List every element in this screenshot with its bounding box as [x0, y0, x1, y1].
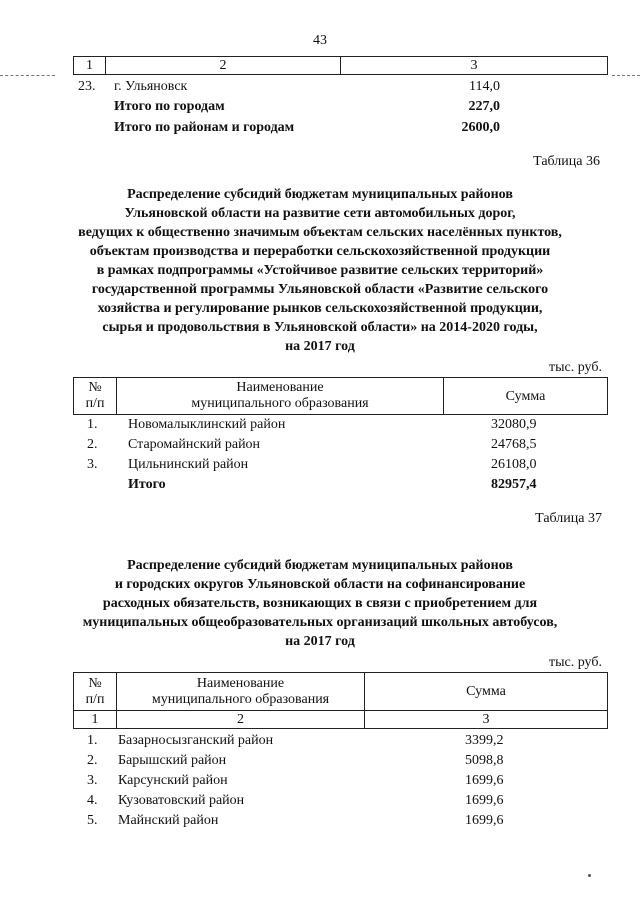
row-sum: 1699,6 [465, 772, 504, 788]
scan-speck [588, 874, 591, 877]
total-sum: 82957,4 [491, 476, 537, 492]
continuation-table-header [73, 56, 608, 75]
page-number: 43 [313, 33, 327, 48]
table-row [73, 750, 504, 770]
continuation-table-body [73, 76, 500, 138]
col-header-name: Наименование муниципального образования [117, 378, 444, 415]
table-36-caption: Таблица 36 [533, 154, 600, 169]
title-line: хозяйства и регулирование рынков сельскохозяйственной продукции, [97, 301, 543, 316]
row-name: Старомайнский район [128, 436, 261, 452]
table-row [73, 790, 504, 810]
table-row [73, 454, 537, 474]
col-header-sum: Сумма [365, 673, 608, 711]
table-row [73, 117, 500, 138]
row-number: 1. [87, 732, 98, 748]
col-number-1: 1 [74, 711, 117, 729]
row-sum: 3399,2 [465, 732, 504, 748]
table-row [73, 76, 500, 96]
row-name: г. Ульяновск [114, 78, 188, 94]
row-sum: 24768,5 [491, 436, 537, 452]
title-line: Распределение субсидий бюджетам муниципальных районов [127, 558, 513, 573]
col-header-sum: Сумма [444, 378, 608, 415]
row-name: Итого по районам и городам [114, 120, 295, 135]
title-line: ведущих к общественно значимым объектам сельских населённых пунктов, [78, 225, 562, 240]
row-number: 2. [87, 436, 98, 452]
row-sum: 114,0 [469, 78, 500, 94]
title-line: расходных обязательств, возникающих в связи с приобретением для [102, 596, 538, 611]
title-line: и городских округов Ульяновской области на софинансирование [114, 577, 526, 592]
row-name: Барышский район [118, 752, 227, 768]
row-number: 23. [78, 78, 96, 94]
row-number: 3. [87, 772, 98, 788]
total-label: Итого [128, 476, 166, 492]
row-name: Базарносызганский район [118, 732, 274, 748]
table-37-body [73, 730, 504, 830]
row-sum: 1699,6 [465, 812, 504, 828]
row-number: 2. [87, 752, 98, 768]
table-row [73, 96, 500, 117]
table-row [73, 770, 504, 790]
title-line: объектам производства и переработки сельскохозяйственной продукции [89, 244, 551, 259]
table-36-unit: тыс. руб. [549, 360, 602, 375]
row-sum: 227,0 [468, 99, 500, 114]
table-row [73, 810, 504, 830]
row-number: 4. [87, 792, 98, 808]
row-number: 3. [87, 456, 98, 472]
row-name: Цильнинский район [128, 456, 249, 472]
table-row [73, 434, 537, 454]
row-name: Новомалыклинский район [128, 416, 286, 432]
title-line: на 2017 год [285, 339, 355, 354]
table-37-unit: тыс. руб. [549, 655, 602, 670]
table-37-header [73, 672, 608, 729]
scan-margin-mark [612, 75, 640, 76]
row-name: Кузоватовский район [118, 792, 245, 808]
title-line: муниципальных общеобразовательных организаций школьных автобусов, [82, 615, 558, 630]
row-name: Карсунский район [118, 772, 228, 788]
table-36-header [73, 377, 608, 415]
title-line: сырья и продовольствия в Ульяновской области» на 2014-2020 годы, [102, 320, 538, 335]
col-number-3: 3 [341, 57, 608, 75]
col-header-number: № п/п [74, 673, 117, 711]
row-number: 5. [87, 812, 98, 828]
title-line: в рамках подпрограммы «Устойчивое развитие сельских территорий» [96, 263, 544, 278]
col-number-2: 2 [106, 57, 341, 75]
col-number-1: 1 [74, 57, 106, 75]
table-row [73, 730, 504, 750]
title-line: государственной программы Ульяновской области «Развитие сельского [91, 282, 549, 297]
col-header-name: Наименование муниципального образования [117, 673, 365, 711]
row-sum: 26108,0 [491, 456, 537, 472]
table-36-title [50, 185, 590, 356]
scan-margin-mark [0, 75, 55, 76]
col-number-2: 2 [117, 711, 365, 729]
total-row [73, 474, 537, 494]
table-37-title [50, 556, 590, 651]
row-number: 1. [87, 416, 98, 432]
row-sum: 5098,8 [465, 752, 504, 768]
title-line: Ульяновской области на развитие сети автомобильных дорог, [124, 206, 516, 221]
row-name: Майнский район [118, 812, 219, 828]
table-36-body [73, 414, 537, 494]
row-sum: 2600,0 [461, 120, 500, 135]
row-name: Итого по городам [114, 99, 225, 114]
col-header-number: № п/п [74, 378, 117, 415]
title-line: на 2017 год [285, 634, 355, 649]
table-row [73, 414, 537, 434]
title-line: Распределение субсидий бюджетам муниципальных районов [127, 187, 513, 202]
table-37-caption: Таблица 37 [535, 511, 602, 526]
row-sum: 32080,9 [491, 416, 537, 432]
col-number-3: 3 [365, 711, 608, 729]
row-sum: 1699,6 [465, 792, 504, 808]
